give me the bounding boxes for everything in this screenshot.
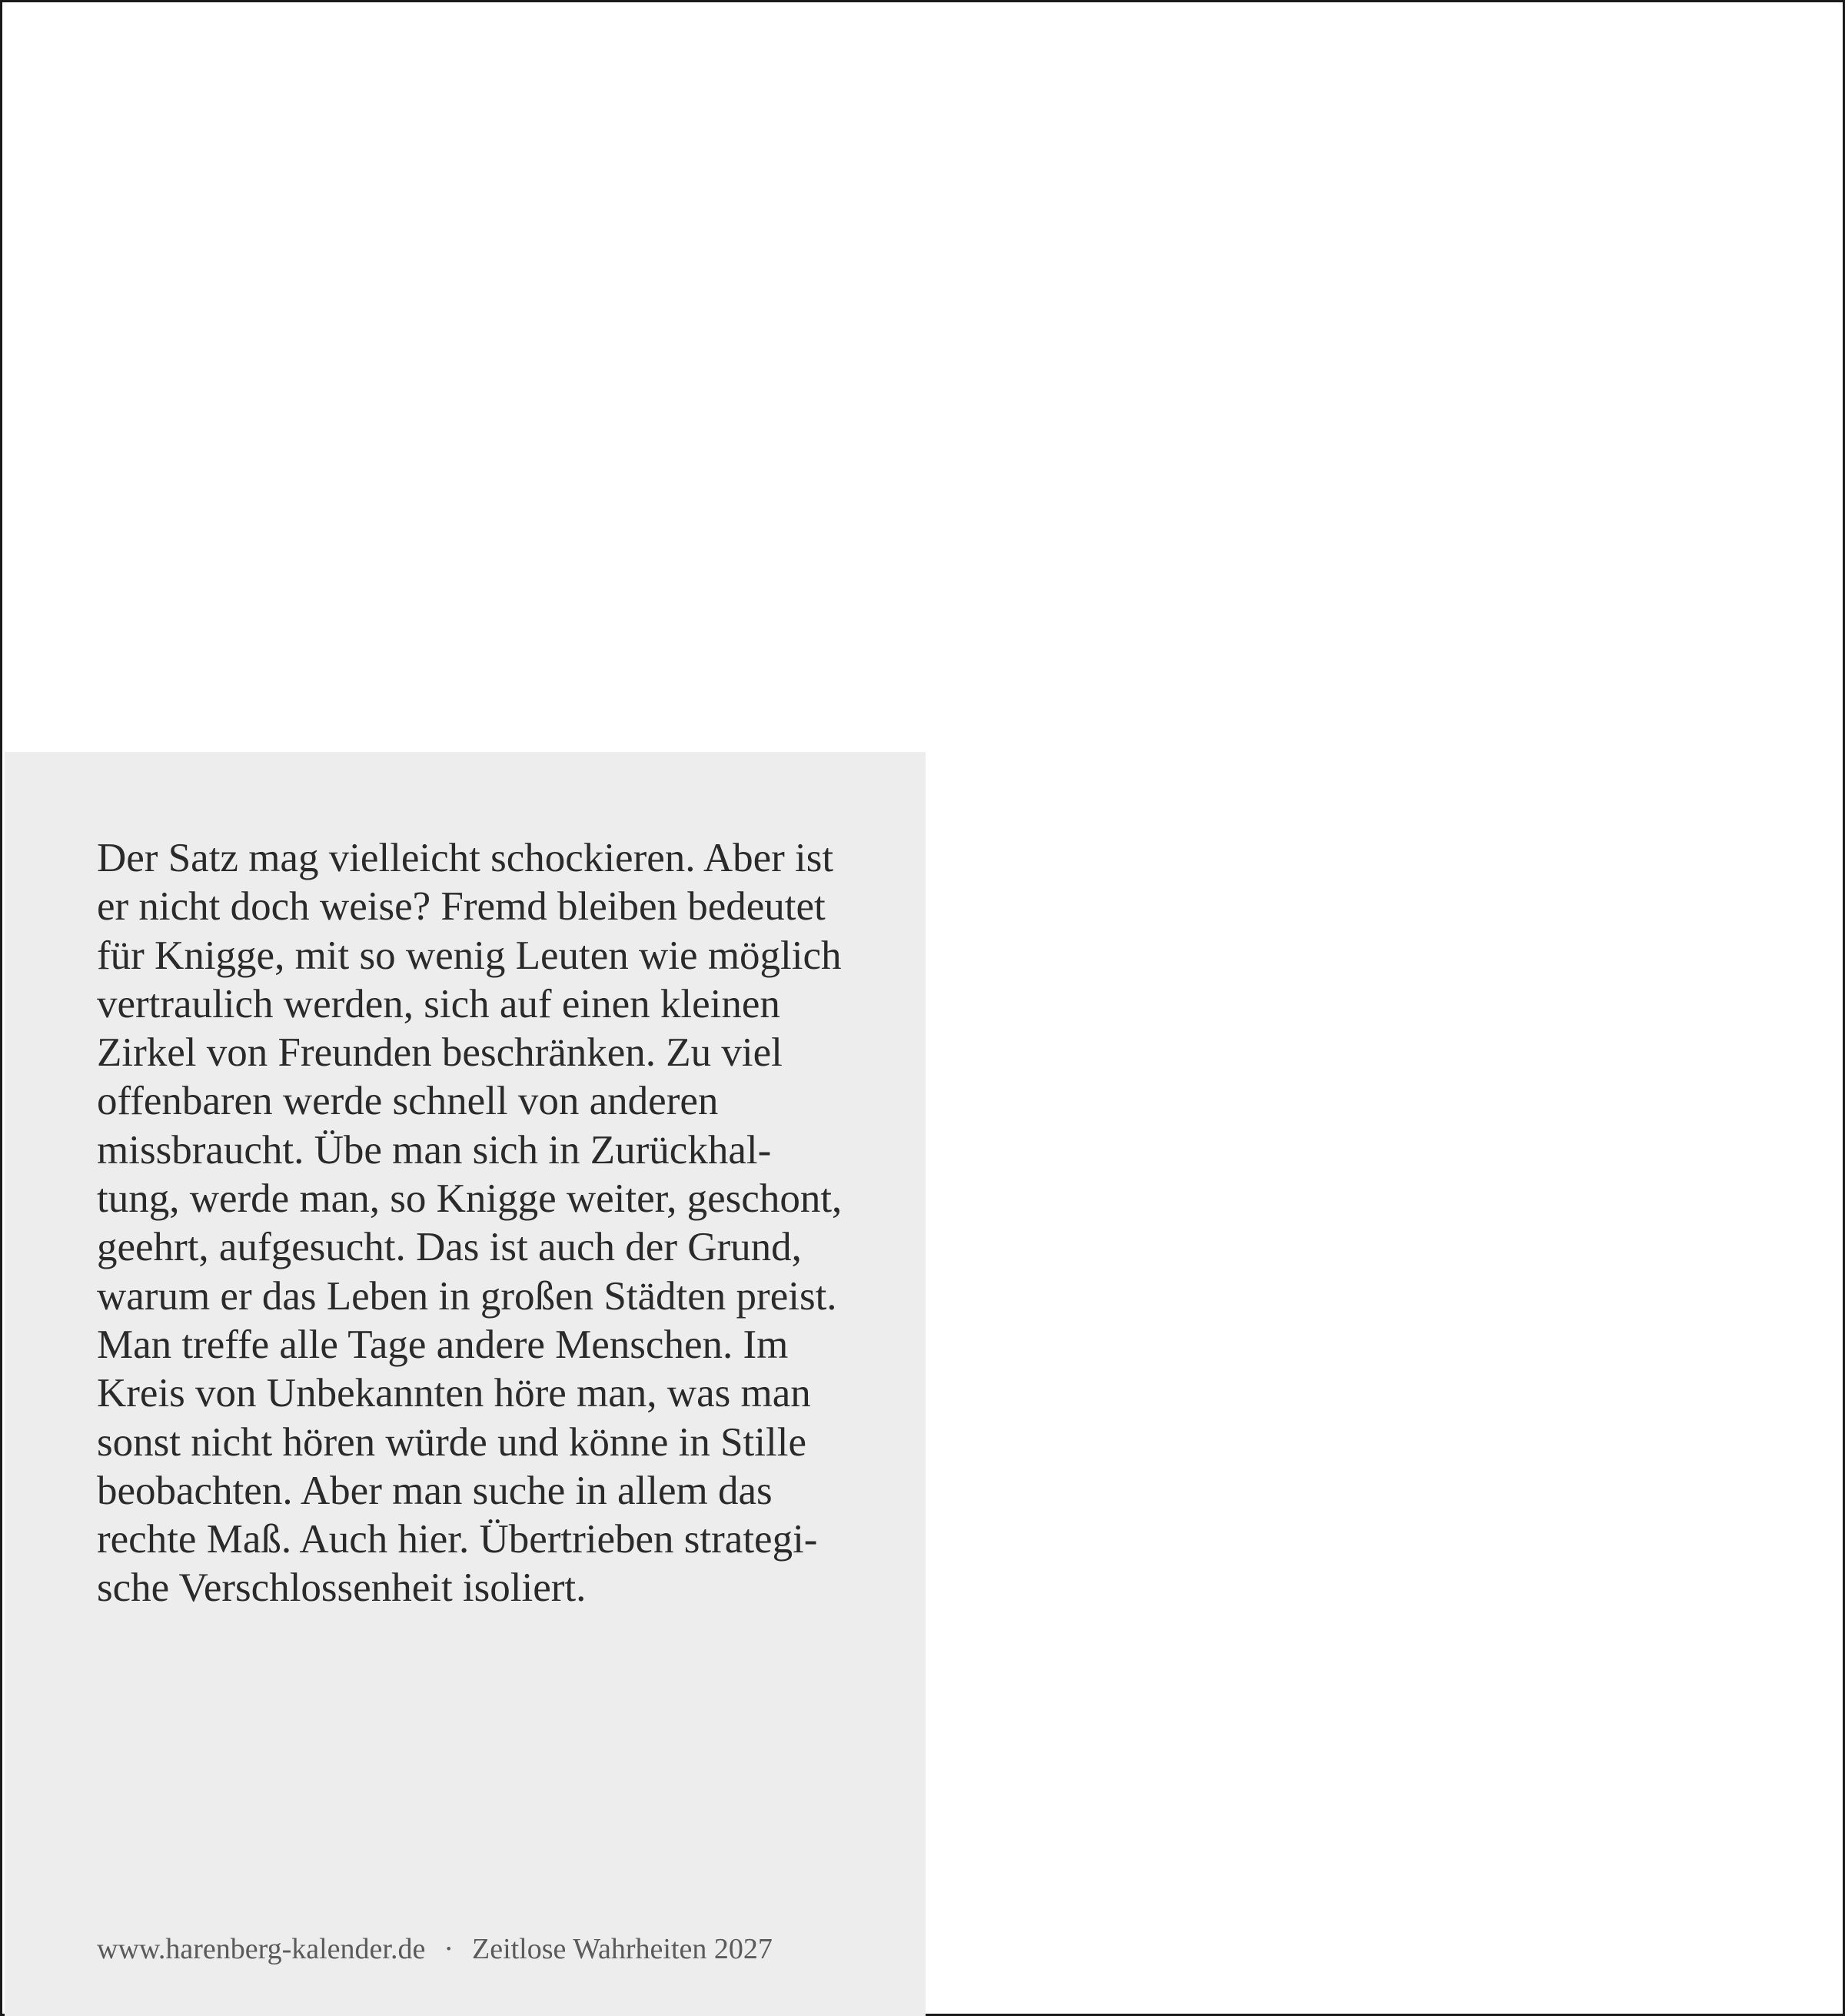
body-line: sonst nicht hören würde und könne in Stille <box>97 1419 806 1465</box>
body-line: Kreis von Unbekannten höre man, was man <box>97 1371 811 1416</box>
body-line: er nicht doch weise? Fremd bleiben bedeutet <box>97 884 826 930</box>
body-line: beobachten. Aber man suche in allem das <box>97 1468 773 1513</box>
footer-calendar-title: Zeitlose Wahrheiten 2027 <box>471 1933 773 1965</box>
page-footer <box>97 1932 912 1966</box>
body-line: offenbaren werde schnell von anderen <box>97 1079 719 1124</box>
body-line: missbraucht. Übe man sich in Zurückhal- <box>97 1127 772 1173</box>
body-line: vertraulich werden, sich auf einen kleinen <box>97 981 780 1026</box>
text-panel <box>5 752 926 2016</box>
body-line: Man treffe alle Tage andere Menschen. Im <box>97 1322 789 1367</box>
body-line: geehrt, aufgesucht. Das ist auch der Grund, <box>97 1225 802 1270</box>
body-line: für Knigge, mit so wenig Leuten wie möglich <box>97 933 842 978</box>
body-line: tung, werde man, so Knigge weiter, geschont, <box>97 1176 843 1222</box>
body-line: Der Satz mag vielleicht schockieren. Aber ist <box>97 836 834 880</box>
body-line: rechte Maß. Auch hier. Übertrieben strategi- <box>97 1517 818 1562</box>
footer-website: www.harenberg-kalender.de <box>97 1933 426 1965</box>
body-paragraph <box>97 834 912 1613</box>
body-line: sche Verschlossenheit isoliert. <box>97 1565 587 1611</box>
body-line: Zirkel von Freunden beschränken. Zu viel <box>97 1030 783 1076</box>
body-line: warum er das Leben in großen Städten preist. <box>97 1273 837 1319</box>
footer-separator: · <box>444 1933 454 1965</box>
